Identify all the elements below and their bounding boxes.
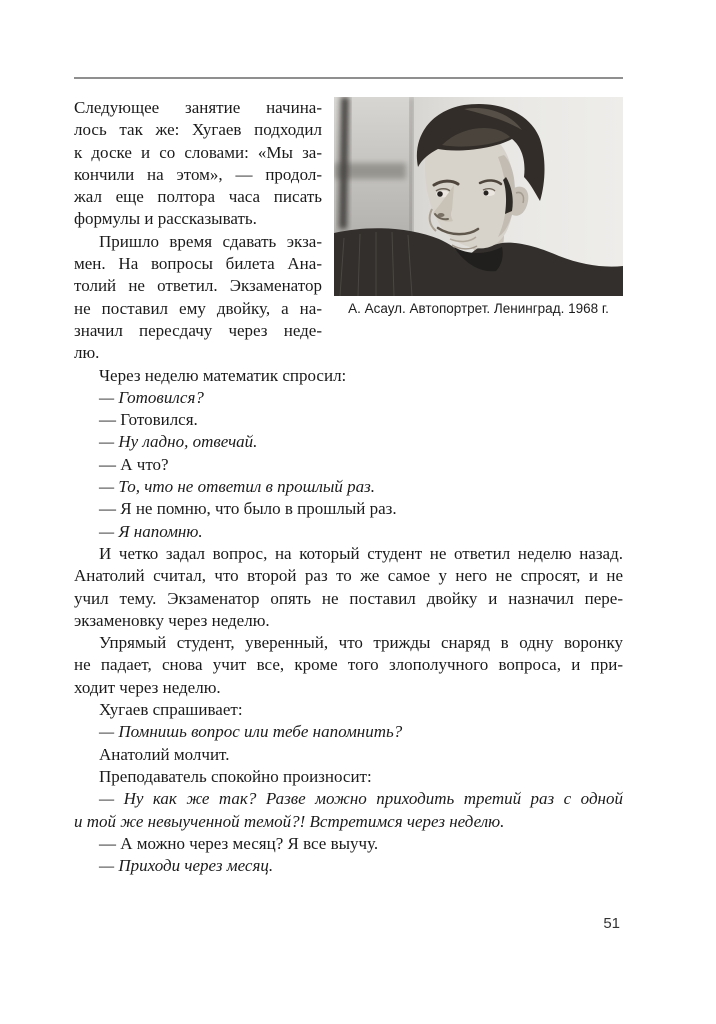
text-line: значил пересдачу через неде- bbox=[74, 320, 322, 340]
figure bbox=[334, 97, 623, 317]
text-line: кончили на этом», — продол- bbox=[74, 164, 322, 184]
dialogue-line: — Я напомню. bbox=[99, 521, 203, 541]
dialogue-line: — Я не помню, что было в прошлый раз. bbox=[99, 499, 397, 519]
text-line: мен. На вопросы билета Ана- bbox=[74, 254, 322, 274]
dialogue-line: — Готовился. bbox=[99, 410, 198, 430]
dialogue-line: — Ну как же так? Разве можно приходить третий раз с одной bbox=[99, 789, 623, 809]
portrait-illustration bbox=[334, 97, 623, 296]
text-line: экзаменовку через неделю. bbox=[74, 610, 270, 630]
text-line: Анатолий молчит. bbox=[99, 744, 230, 764]
page-number: 51 bbox=[603, 915, 620, 932]
text-line: к доске и со словами: «Мы за- bbox=[74, 142, 322, 162]
text-line: Через неделю математик спросил: bbox=[99, 365, 347, 385]
text-line: ходит через неделю. bbox=[74, 677, 221, 697]
text-line: Преподаватель спокойно произносит: bbox=[99, 766, 372, 786]
text-line: лю. bbox=[74, 343, 100, 363]
content-area bbox=[74, 77, 623, 877]
dialogue-line: — А можно через месяц? Я все выучу. bbox=[99, 833, 379, 853]
text-line: не падает, снова учит все, кроме того злополучного вопроса, и при- bbox=[74, 655, 623, 675]
dialogue-line: — А что? bbox=[99, 454, 169, 474]
text-line: лось так же: Хугаев подходил bbox=[74, 120, 322, 140]
body-text bbox=[74, 97, 623, 877]
text-line: Упрямый студент, уверенный, что трижды снаряд в одну воронку bbox=[99, 633, 623, 653]
dialogue-line: — То, что не ответил в прошлый раз. bbox=[99, 477, 376, 497]
dialogue-line: и той же невыученной темой?! Встретимся через неделю. bbox=[74, 811, 505, 831]
photo-caption: А. Асаул. Автопортрет. Ленинград. 1968 г. bbox=[348, 301, 609, 316]
text-line: жал еще полтора часа писать bbox=[74, 187, 322, 207]
text-line: И четко задал вопрос, на который студент не ответил неделю назад. bbox=[99, 543, 623, 563]
text-line: Следующее занятие начина- bbox=[74, 98, 322, 117]
text-line: Хугаев спрашивает: bbox=[99, 700, 243, 720]
text-line: Анатолий считал, что второй раз то же самое у него не спросят, и не bbox=[74, 566, 623, 586]
header-rule bbox=[74, 77, 623, 79]
text-line: не поставил ему двойку, а на- bbox=[74, 298, 322, 318]
dialogue-line: — Ну ладно, отвечай. bbox=[99, 432, 258, 452]
dialogue-line: — Приходи через месяц. bbox=[99, 856, 274, 876]
dialogue-line: — Готовился? bbox=[99, 387, 204, 407]
text-line: Пришло время сдавать экза- bbox=[99, 231, 322, 251]
text-line: формулы и рассказывать. bbox=[74, 209, 257, 229]
dialogue-line: — Помнишь вопрос или тебе напомнить? bbox=[99, 722, 403, 742]
text-line: толий не ответил. Экзаменатор bbox=[74, 276, 322, 296]
text-line: учил тему. Экзаменатор опять не поставил двойку и назначил пере- bbox=[74, 588, 623, 608]
